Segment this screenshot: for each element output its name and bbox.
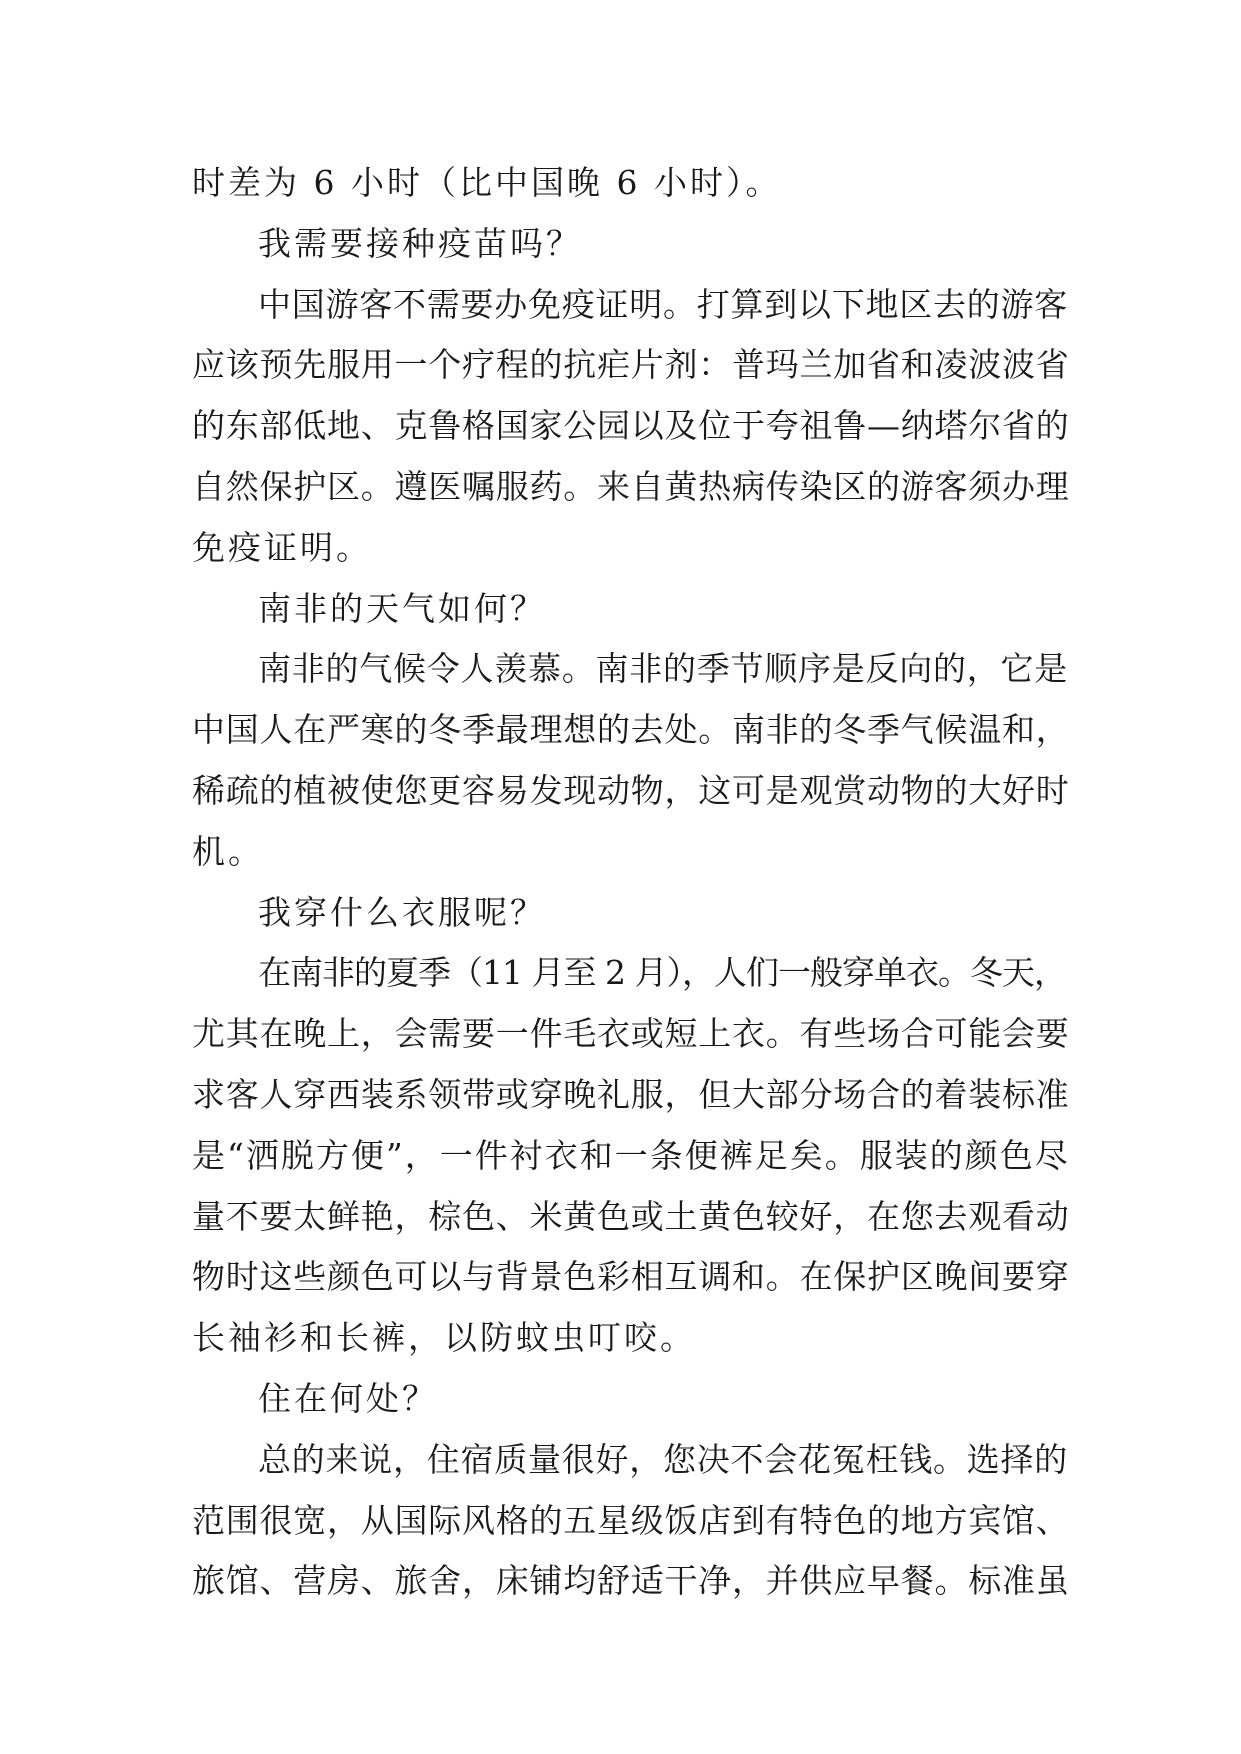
text-line: 物时这些颜色可以与背景色彩相互调和。在保护区晚间要穿 [192, 1257, 1070, 1297]
question-heading: 我穿什么衣服呢？ [258, 892, 546, 932]
question-heading: 南非的天气如何？ [258, 588, 546, 628]
text-line: 稀疏的植被使您更容易发现动物，这可是观赏动物的大好时 [192, 770, 1070, 810]
text-line: 旅馆、营房、旅舍，床铺均舒适干净，并供应早餐。标准虽 [192, 1561, 1070, 1601]
text-line: 尤其在晚上，会需要一件毛衣或短上衣。有些场合可能会要 [192, 1014, 1070, 1054]
text-line: 量不要太鲜艳，棕色、米黄色或土黄色较好，在您去观看动 [192, 1196, 1070, 1236]
text-line: 自然保护区。遵医嘱服药。来自黄热病传染区的游客须办理 [192, 466, 1070, 506]
text-line: 应该预先服用一个疗程的抗疟片剂：普玛兰加省和凌波波省 [192, 345, 1070, 385]
text-line: 南非的气候令人羡慕。南非的季节顺序是反向的，它是 [258, 649, 1068, 689]
text-line: 是“洒脱方便”，一件衬衣和一条便裤足矣。服装的颜色尽 [192, 1135, 1070, 1175]
document-body [192, 153, 1072, 1612]
text-line: 在南非的夏季（11 月至 2 月），人们一般穿单衣。冬天， [258, 953, 1066, 993]
text-line: 时差为 6 小时（比中国晚 6 小时）。 [192, 163, 782, 202]
text-line: 范围很宽，从国际风格的五星级饭店到有特色的地方宾馆、 [192, 1500, 1070, 1540]
question-heading: 我需要接种疫苗吗？ [258, 223, 582, 263]
text-line: 总的来说，住宿质量很好，您决不会花冤枉钱。选择的 [258, 1439, 1068, 1479]
text-line: 求客人穿西装系领带或穿晚礼服，但大部分场合的着装标准 [192, 1074, 1070, 1114]
text-line: 的东部低地、克鲁格国家公园以及位于夸祖鲁—纳塔尔省的 [192, 406, 1070, 446]
question-heading: 住在何处？ [258, 1378, 438, 1418]
text-line: 免疫证明。 [192, 527, 372, 567]
text-line: 中国人在严寒的冬季最理想的去处。南非的冬季气候温和， [192, 710, 1070, 750]
text-line: 机。 [192, 831, 264, 871]
text-line: 中国游客不需要办免疫证明。打算到以下地区去的游客 [258, 284, 1068, 324]
text-line: 长袖衫和长裤，以防蚊虫叮咬。 [192, 1318, 696, 1358]
